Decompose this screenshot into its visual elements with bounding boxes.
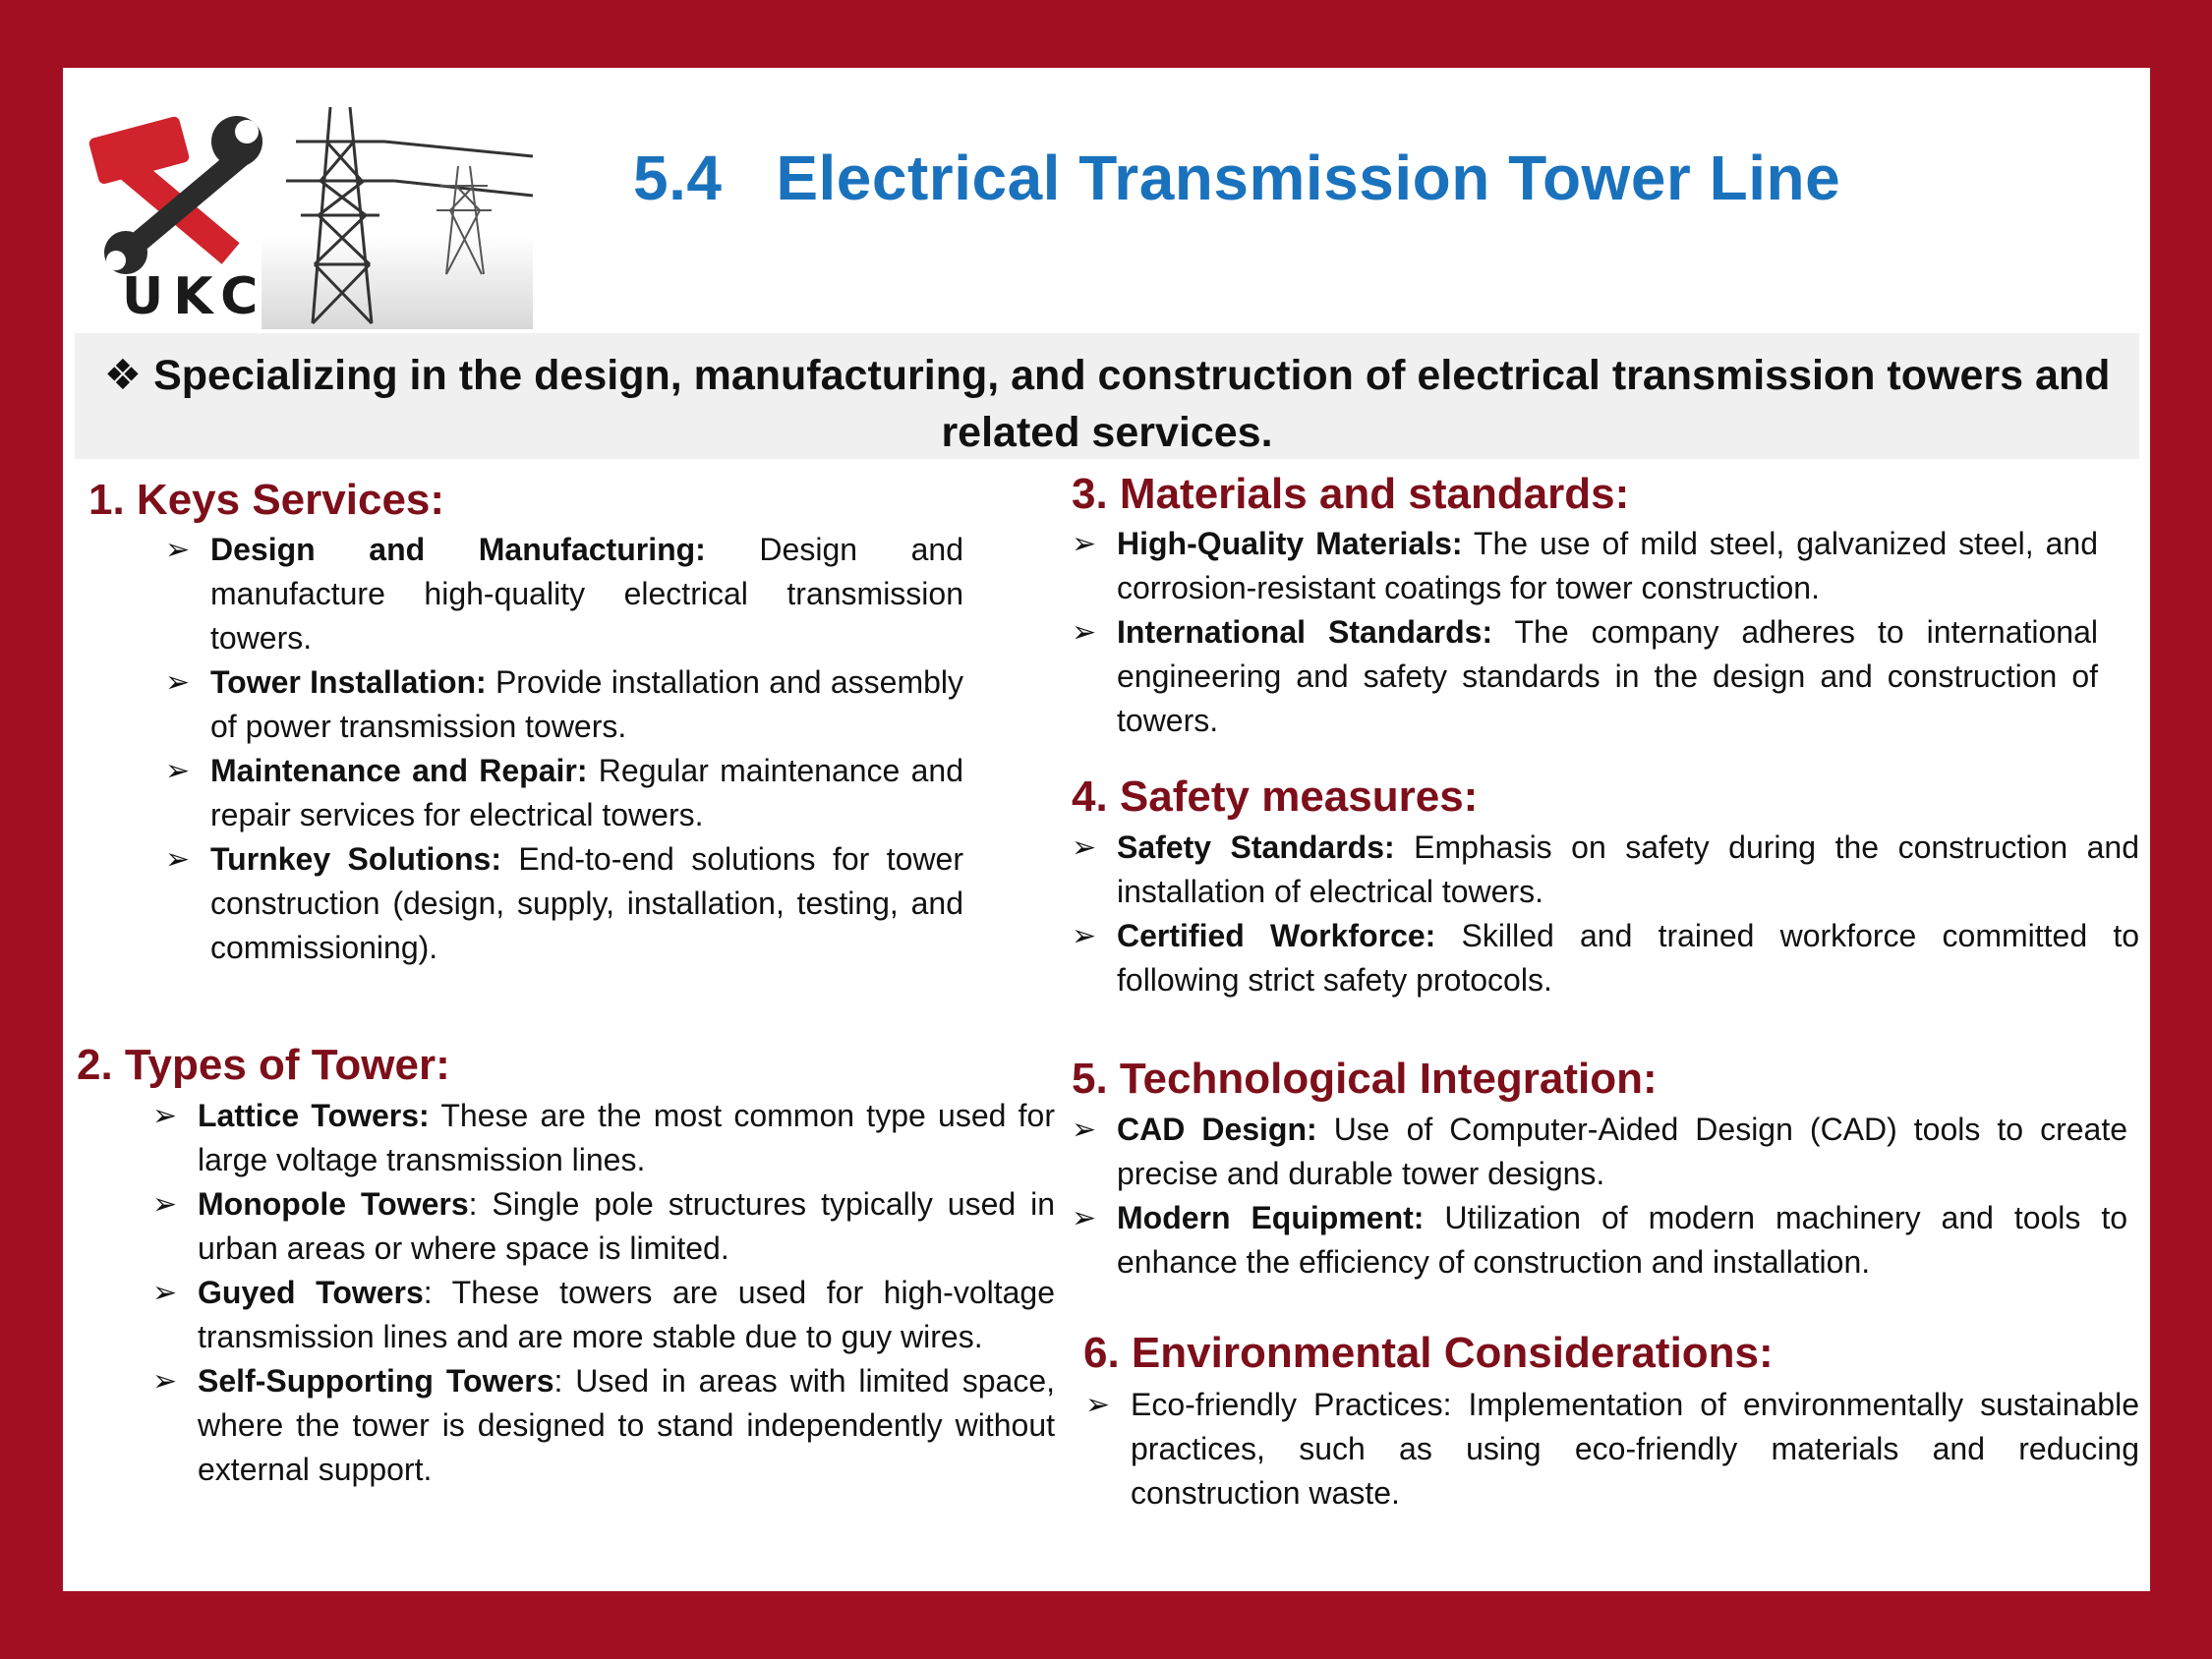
- item-text: Emphasis on safety during the construction and installation of electrical towers.: [1117, 830, 2140, 909]
- item-text: Design and manufacture high-quality electrical transmission towers.: [210, 532, 964, 656]
- item-text: Use of Computer-Aided Design (CAD) tools to create precise and durable tower designs.: [1117, 1112, 2128, 1191]
- item-label: Modern Equipment:: [1117, 1200, 1425, 1235]
- list-materials: [1072, 522, 2098, 743]
- page-title: [633, 142, 1840, 214]
- intro-banner: [75, 333, 2139, 459]
- item-text: Regular maintenance and repair services for electrical towers.: [210, 753, 964, 832]
- item-text: : These towers are used for high-voltage transmission lines and are more stable due to guy wires.: [198, 1275, 1055, 1354]
- item-label: Safety Standards:: [1117, 830, 1395, 865]
- list-key-services: [165, 528, 963, 970]
- arrow-bullet-icon: ➢: [152, 1365, 178, 1398]
- arrow-bullet-icon: ➢: [165, 843, 191, 876]
- diamond-bullet-icon: ❖: [103, 352, 154, 399]
- item-text: These are the most common type used for large voltage transmission lines.: [198, 1098, 1056, 1177]
- section-title-tower-types: 2. Types of Tower:: [77, 1041, 450, 1089]
- arrow-bullet-icon: ➢: [1072, 920, 1097, 952]
- arrow-bullet-icon: ➢: [1072, 616, 1097, 649]
- item-label: Monopole Towers: [198, 1186, 469, 1222]
- list-item: [1072, 914, 2139, 1002]
- document-page: [63, 68, 2150, 1591]
- item-label: Maintenance and Repair:: [210, 753, 588, 788]
- title-number: 5.4: [633, 143, 723, 213]
- section-title-environment: 6. Environmental Considerations:: [1083, 1329, 1774, 1377]
- arrow-bullet-icon: ➢: [165, 534, 191, 566]
- item-text: Skilled and trained workforce committed to following strict safety protocols.: [1117, 918, 2140, 998]
- item-label: International Standards:: [1117, 614, 1493, 650]
- arrow-bullet-icon: ➢: [1072, 1114, 1097, 1146]
- arrow-bullet-icon: ➢: [165, 666, 191, 699]
- list-item: [152, 1094, 1055, 1182]
- arrow-bullet-icon: ➢: [165, 755, 191, 787]
- section-title-safety: 4. Safety measures:: [1072, 772, 1479, 821]
- list-item: [165, 528, 963, 660]
- item-text: End-to-end solutions for tower construction (design, supply, installation, testing, and commissioning).: [210, 841, 964, 965]
- list-item: [165, 837, 963, 970]
- arrow-bullet-icon: ➢: [152, 1277, 178, 1309]
- arrow-bullet-icon: ➢: [1085, 1389, 1111, 1421]
- arrow-bullet-icon: ➢: [1072, 1202, 1097, 1234]
- list-environment: [1085, 1383, 2139, 1516]
- list-item: [1072, 522, 2098, 610]
- list-tower-types: [152, 1094, 1055, 1492]
- list-item: [152, 1271, 1055, 1359]
- item-label: Guyed Towers: [198, 1275, 424, 1310]
- item-text: The use of mild steel, galvanized steel, and corrosion-resistant coatings for tower construction.: [1117, 526, 2099, 605]
- item-label: Design and Manufacturing:: [210, 532, 706, 567]
- arrow-bullet-icon: ➢: [1072, 831, 1097, 864]
- arrow-bullet-icon: ➢: [152, 1100, 178, 1132]
- item-label: Self-Supporting Towers: [198, 1363, 554, 1399]
- item-text: The company adheres to international engineering and safety standards in the design and construction of towers.: [1117, 614, 2099, 738]
- list-item: [1072, 610, 2098, 743]
- list-item: [152, 1182, 1055, 1271]
- item-text: : Single pole structures typically used in urban areas or where space is limited.: [198, 1186, 1056, 1266]
- company-logo: [85, 87, 533, 329]
- title-text: Electrical Transmission Tower Line: [776, 143, 1841, 213]
- logo-text: UKC: [122, 267, 268, 326]
- item-label: Turnkey Solutions:: [210, 841, 501, 877]
- list-item: [165, 660, 963, 749]
- item-text: : Used in areas with limited space, where the tower is designed to stand independently without external support.: [198, 1363, 1056, 1487]
- item-text: Eco-friendly Practices: Implementation of environmentally sustainable practices, such as using eco-friendly materials and reducing construction waste.: [1131, 1387, 2139, 1511]
- section-title-technology: 5. Technological Integration:: [1072, 1055, 1658, 1103]
- list-item: [165, 749, 963, 837]
- item-label: Tower Installation:: [210, 664, 487, 700]
- section-title-materials: 3. Materials and standards:: [1072, 470, 1630, 518]
- item-label: Certified Workforce:: [1117, 918, 1436, 953]
- list-safety: [1072, 826, 2139, 1002]
- list-technology: [1072, 1108, 2127, 1285]
- list-item: [1072, 1196, 2127, 1285]
- list-item: [1085, 1383, 2139, 1516]
- arrow-bullet-icon: ➢: [152, 1188, 178, 1221]
- item-label: High-Quality Materials:: [1117, 526, 1463, 561]
- list-item: [1072, 1108, 2127, 1196]
- item-label: Lattice Towers:: [198, 1098, 430, 1133]
- item-text: Utilization of modern machinery and tools to enhance the efficiency of construction and installation.: [1117, 1200, 2128, 1280]
- list-item: [152, 1359, 1055, 1492]
- logo-graphic: [85, 87, 533, 329]
- banner-text: Specializing in the design, manufacturing, and construction of electrical transmission towers and related services.: [153, 352, 2111, 456]
- arrow-bullet-icon: ➢: [1072, 528, 1097, 560]
- list-item: [1072, 826, 2139, 914]
- section-title-key-services: 1. Keys Services:: [88, 476, 445, 524]
- item-label: CAD Design:: [1117, 1112, 1317, 1147]
- item-text: Provide installation and assembly of power transmission towers.: [210, 664, 963, 744]
